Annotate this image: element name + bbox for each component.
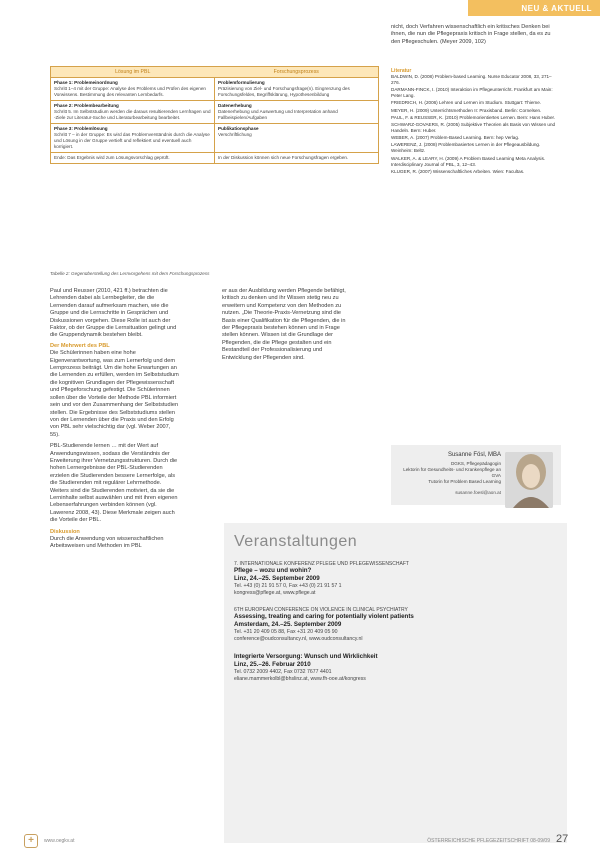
reference-item: WEBER, A. (2007) Problem-Based Learning. Bern: hep Verlag. xyxy=(391,135,520,141)
event-item xyxy=(234,653,557,683)
table-row xyxy=(51,124,378,153)
cell-text: Schritt 1–4 mit der Gruppe: Analyse des Problems und Prüfen des eigenen Vorwissens. Bestimmung des relevanten Lernbedarfs. xyxy=(54,86,206,97)
cell-title: Phase 2: Problembearbeitung xyxy=(54,103,119,108)
paragraph: nicht, doch Verfahren wissenschaftlich ein kritisches Denken bei ihnen, die nun die Pflegepraxis kritisch in Frage stellen, da es zu den Pflegeschulen. (Meyer 2009, 102) xyxy=(391,24,551,45)
table-header-cell: Lösung im PBL xyxy=(115,69,151,75)
table-cell xyxy=(215,78,378,100)
table-cell xyxy=(51,153,215,163)
article-column-1 xyxy=(50,288,180,833)
event-caption: 6TH EUROPEAN CONFERENCE ON VIOLENCE IN CLINICAL PSYCHIATRY xyxy=(234,607,408,613)
event-item xyxy=(234,607,557,643)
events-box xyxy=(224,523,567,843)
cell-text: Ende: Das Ergebnis wird zum Lösungsvorschlag geprüft. xyxy=(54,155,170,160)
event-link[interactable]: eliane.mammerkolbl@bhslinz.at, www.fh-ooe.at/kongress xyxy=(234,676,366,682)
cell-text: In der Diskussion können sich neue Forschungsfragen ergeben. xyxy=(218,155,349,160)
cell-text: Datenerhebung und Auswertung und Interpretation anhand Fallbeispielen/Aufgaben xyxy=(218,109,338,120)
reference-item: BALDWIN, D. (2008) Problem-based Learning. Nurse Educator 2008, 33, 271–276. xyxy=(391,74,552,85)
references-heading: Literatur xyxy=(391,68,412,74)
reference-item: SCHWARZ-GOVAERS, R. (2005) Subjektive Theorien als Basis von Wissen und Handeln. Bern: Huber. xyxy=(391,121,556,133)
event-contact: Tel. +31 20 409 05 88, Fax +31 20 409 05 90 xyxy=(234,629,338,635)
publisher-logo-icon: + xyxy=(24,834,38,848)
event-title: Integrierte Versorgung: Wunsch und Wirklichkeit xyxy=(234,653,378,660)
cell-title: Phase 1: Problemeinordnung xyxy=(54,80,118,85)
reference-item: WALKER, A. & LEARY, H. (2009) A Problem Based Learning Meta Analysis. Interdisciplinary Journal of PBL, 3, 12–43. xyxy=(391,155,546,167)
article-column-3-intro xyxy=(391,24,559,66)
table-row xyxy=(51,153,378,163)
cell-title: Phase 3: Problemlösung xyxy=(54,126,108,131)
article-column-2 xyxy=(222,288,352,428)
event-link[interactable]: conference@oudconsultancy.nl, www.oudconsultancy.nl xyxy=(234,636,363,642)
author-line: Lektorin für Gesundheits- und Krankenpflege an GVA xyxy=(403,467,501,478)
table-caption: Tabelle 2: Gegenüberstellung des Lernvorgehens mit dem Forschungsprozess xyxy=(50,271,210,276)
author-info xyxy=(395,452,501,496)
reference-item: DARMANN-FINCK, I. (2010) Interaktion im Pflegeunterricht. Frankfurt am Main: Peter Lang. xyxy=(391,87,553,99)
author-email-link[interactable]: susanne.foesl@aon.at xyxy=(455,490,501,495)
footer-url[interactable]: www.oegkv.at xyxy=(44,838,75,844)
cell-text: Verschriftlichung xyxy=(218,132,252,137)
paragraph: Die Schülerinnen haben eine hohe Eigenverantwortung, was zum Lernerfolg und dem Lernprozess beiträgt. Um die hohe Erwartungen an die Lernenden zu erfüllen, werden im Selbststudium die kognitiven Grundlagen der Pflegewissenschaft und Pflegeforschung gefestigt. Die Schülerinnen sollen über die Vorteile der Methode PBL informiert sein und vor den Zusammenhang der Selbststudien stellen. Die Ergebnisse des Selbststudiums stellen von der Lernenden über die Praxis und den Erfolg von PBL sehr vielschichtig dar (vgl. Weber 2007, 55). xyxy=(50,350,179,438)
table-cell xyxy=(51,124,215,152)
event-where: Linz, 24.–25. September 2009 xyxy=(234,575,320,582)
table-row xyxy=(51,78,378,101)
author-name: Susanne Fösl, MBA xyxy=(447,452,501,458)
event-item xyxy=(234,561,557,597)
paragraph: PBL-Studierende lernen … mit der Wert auf Anwendungswissen, sodass die Verständnis der Erweiterung ihrer Vernetzungsstrukturen. Durch die hohen Lernergebnisse der PBL-Studierenden erzielen die Studierenden bessere Lernerfolge, als die Studierenden mit regulärer Lehrmethode. Weiters sind die Studierenden motiviert, da sie die Lerninhalte selbst auswählen und mit ihren eigenen Lebenserfahrungen verbinden können (vgl. Lawerenz 2008, 43). Diese Merkmale zeigen auch die Vorteile der PBL. xyxy=(50,443,178,524)
reference-item: LAWERENZ, J. (2008) Problembasiertes Lernen in der Pflegeausbildung. Weinheim: Beltz. xyxy=(391,142,541,154)
reference-item: KLUGER, R. (2007) Wissenschaftliches Arbeiten. Wien: Facultas. xyxy=(391,168,525,174)
event-where: Amsterdam, 24.–25. September 2009 xyxy=(234,621,342,628)
table-cell xyxy=(51,78,215,100)
table-cell xyxy=(215,124,378,152)
section-tab: NEU & AKTUELL xyxy=(468,0,600,16)
table-cell xyxy=(215,153,378,163)
event-title: Pflege – wozu und wohin? xyxy=(234,567,312,574)
table-header-cell: Forschungsprozess xyxy=(273,69,319,75)
cell-title: Datenerhebung xyxy=(218,103,252,108)
event-where: Linz, 25.–26. Februar 2010 xyxy=(234,661,311,668)
event-contact: Tel. 0732 2009 4402, Fax 0732 7677 4401 xyxy=(234,669,332,675)
author-line: Tutorin für Problem Based Learning xyxy=(428,479,501,484)
cell-title: Problemformulierung xyxy=(218,80,265,85)
cell-title: Publikationsphase xyxy=(218,126,259,131)
events-title: Veranstaltungen xyxy=(234,533,358,550)
table-header xyxy=(51,67,378,78)
page-number: 27 xyxy=(556,833,569,845)
reference-item: FRIEDRICH, H. (2006) Lehren und Lernen im Studium. Stuttgart: Thieme. xyxy=(391,100,542,106)
table-cell xyxy=(215,101,378,123)
event-contact: Tel. +43 (0) 21 91 57 0, Fax +43 (0) 21 91 57 1 xyxy=(234,583,342,589)
comparison-table xyxy=(50,66,379,164)
event-title: Assessing, treating and caring for potentially violent patients xyxy=(234,613,414,620)
cell-text: Schritt 5. Im Selbststudium werden die daraus resultierenden Lernfragen und -Ziele zur Literatur-Suche und Literaturbearbeitung bearbeitet. xyxy=(54,109,211,120)
footer-publication: ÖSTERREICHISCHE PFLEGEZEITSCHRIFT 08-09/09 xyxy=(427,838,550,844)
table-row xyxy=(51,101,378,124)
paragraph: Paul und Reusser (2010, 421 ff.) betrachten die Lehrenden dabei als Lernbegleiter, die die Lernenden darauf aufmerksam machen, wie die Gruppe und die Lernschritte in Gesprächen und Diskussionen vorgehen. Diese Rolle ist auch der Faktor, ob der Gruppe die Lernsituation gelingt und die Gruppendynamik bestehen bleibt. xyxy=(50,288,177,339)
reference-item: PAUL, F. & REUSSER, K. (2010) Problemorientiertes Lernen. Bern: Hans Huber. xyxy=(391,114,556,120)
reference-item: MEYER, H. (2009) Unterrichtsmethoden II: Praxisband. Berlin: Cornelsen. xyxy=(391,107,542,113)
paragraph: er aus der Ausbildung werden Pflegende befähigt, kritisch zu denken und ihr Wissen stetig neu zu erweitern und Kompetenz von den Methoden zu nutzen. „Die Theorie-Praxis-Vernetzung sind die Basis einer Qualifikation für die Pflegenden, die in der Pflegepraxis bestehen können und in Frage stellen können. Wissen ist die Grundlage der Pflegenden, die die Pflege gestalten und ein Bestandteil der Professionalisierung und Entwicklung der Pflegenden sind. xyxy=(222,288,346,361)
author-photo xyxy=(505,452,553,508)
event-caption: 7. INTERNATIONALE KONFERENZ PFLEGE UND PFLEGEWISSENSCHAFT xyxy=(234,561,409,567)
table-cell xyxy=(51,101,215,123)
section-heading: Diskussion xyxy=(50,528,80,535)
cell-text: Präzisierung von Ziel- und Forschungsfrage(n). Eingrenzung des Forschungsfeldes, Begriffsklärung, Hypothesenbildung xyxy=(218,86,350,97)
section-heading: Der Mehrwert des PBL xyxy=(50,342,110,349)
references xyxy=(391,68,559,440)
paragraph: Durch die Anwendung von wissenschaftlichen Arbeitsweisen und Methoden im PBL xyxy=(50,536,164,550)
event-link[interactable]: kongress@pflege.at, www.pflege.at xyxy=(234,590,316,596)
cell-text: Schritt 7 – in der Gruppe: Es wird das Problemverständnis durch die Analyse und Lösung in der Gruppe vertieft und reflektiert und eventuell auch korrigiert. xyxy=(54,132,210,149)
author-line: DGKS, Pflegepädagogin xyxy=(450,461,501,466)
